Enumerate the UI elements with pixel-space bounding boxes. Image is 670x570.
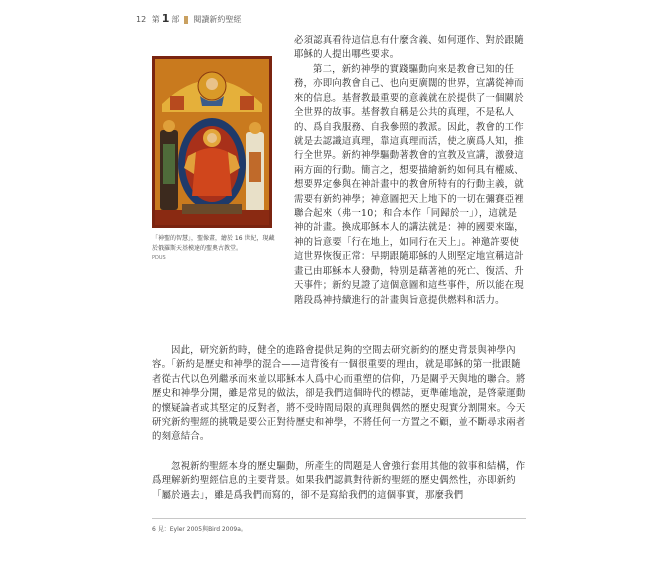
icon-painting-figure (152, 56, 272, 228)
part-label: 第 (151, 15, 160, 24)
footnote-divider (152, 518, 526, 519)
caption-text: 「神聖的智慧」，聖像畫，繪於 16 世紀，現藏於俄羅斯天基模達的聖奧古教堂。 (152, 235, 275, 252)
header-divider (184, 16, 188, 24)
paragraph-2: 第二，新約神學的實踐驅動向來是教會已知的任務，亦即向教會自己、也向更廣闊的世界，宣講從神而來的信息。基督教最重要的意義就在於提供了一個關於全世界的故事。基督教自稱是公共的真理，不是私人的、爲自我服務、自我參照的教派。因此，教會的工作就是去認識這真理，靠這真理而活，使之廣爲人知，推行全世界。新約神學驅動著教會的宣教及宣講，激發這兩方面的行動。簡言之，想要描繪新約如何具有權威、想要界定參與在神計畫中的教會所特有的行動主義，就需要有新約神學；神意圖把天上地下的一切在彌賽亞裡聯合起來（弗一10；和合本作「同歸於一」），這就是神的計畫。換成耶穌本人的講法就是：神的國要來臨，神的旨意要「行在地上，如同行在天上」。神邀許要使這世界恢復正常：早期跟隨耶穌的人則堅定地宣稱這計畫已由耶穌本人發動，特別是藉著祂的死亡、復活、升天事件；新約見證了這個意圖和這些事件，所以能在現階段爲神持續進行的計畫與旨意提供燃料和活力。 (294, 64, 524, 306)
paragraph-4: 忽視新約聖經本身的歷史驅動，所產生的問題是人會強行套用其他的敘事和結構，作爲理解新約聖經信息的主要背景。如果我們認眞對待新約聖經的歷史偶然性，亦即新約「屬於過去」，雖是爲我們而寫的，卻不是寫給我們的這個事實，那麼我們 (152, 461, 526, 501)
figure-caption (152, 234, 276, 264)
paragraph-3: 因此，研究新約時，健全的進路會提供足夠的空間去研究新約的歷史背景與神學內容。「新約是歷史和神學的混合——這背後有一個很重要的理由，就是耶穌的第一批跟隨者從古代以色列繼承而來並以耶穌本人爲中心而重塑的信仰，乃是關乎天與地的聯合。將歷史和神學分開，雖是常見的做法，卻是我們這個時代的標誌，更準確地說，是啓蒙運動的懷疑論者或其堅定的反對者，將不受時間局限的真理與偶然的歷史現實分割開來。今天研究新約聖經的挑戰是要公正對待歷史和神學，不將任何一方置之不顧，並不斷尋求兩者的刻意結合。 (152, 345, 526, 443)
page-number: 12 (136, 15, 147, 24)
running-head (136, 12, 241, 25)
footnote: 6 見：Eyler 2005與Bird 2009a。 (152, 526, 247, 533)
book-page (126, 0, 546, 570)
paragraph-1: 必須認真看待這信息有什麼含義、如何運作、對於跟隨耶穌的人提出哪些要求。 (294, 35, 524, 61)
part-suffix: 部 (171, 15, 180, 24)
caption-credit: PDUS (152, 255, 166, 261)
running-title: 閱讀新約聖經 (193, 15, 242, 24)
part-number: 1 (161, 12, 170, 25)
paragraph-2-top (294, 63, 526, 306)
icon-painting-image (152, 56, 272, 228)
paragraph-2-continuation (152, 277, 526, 335)
